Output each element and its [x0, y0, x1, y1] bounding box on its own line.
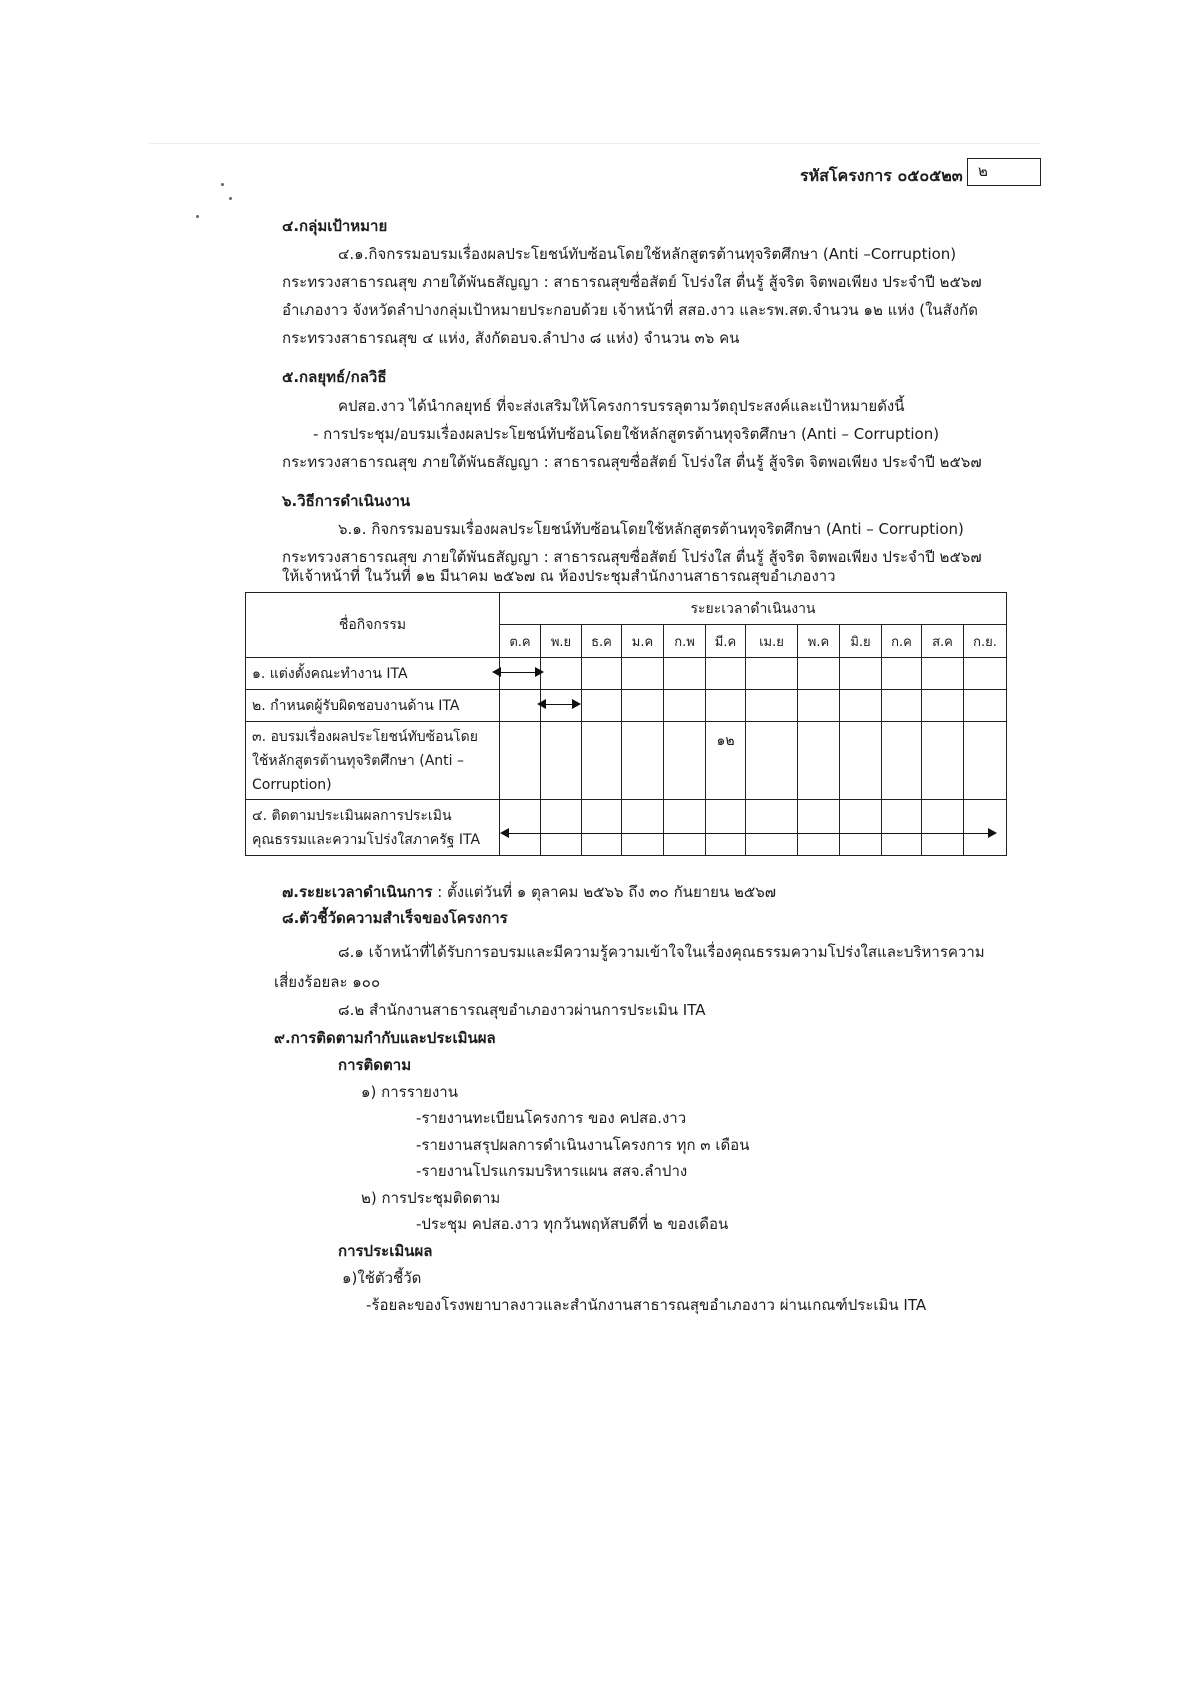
timeline-arrow: [494, 672, 542, 673]
section-8-line: ๘.๑ เจ้าหน้าที่ได้รับการอบรมและมีความรู้ความเข้าใจในเรื่องคุณธรรมความโปร่งใสและบริหารความ: [338, 943, 985, 961]
section-6-line: ๖.๑. กิจกรรมอบรมเรื่องผลประโยชน์ทับซ้อนโดยใช้หลักสูตรต้านทุจริตศึกษา (Anti – Corruption): [338, 520, 964, 538]
monitoring-subitem: -รายงานทะเบียนโครงการ ของ คปสอ.งาว: [416, 1109, 687, 1127]
project-code-label: รหัสโครงการ ๐๕๐๕๒๓: [800, 166, 963, 185]
month-header: เม.ย: [746, 625, 798, 658]
month-cell: [500, 800, 541, 856]
month-header: พ.ค: [798, 625, 840, 658]
monitoring-item: ๑) การรายงาน: [361, 1083, 458, 1101]
activity-name: ๑. แต่งตั้งคณะทำงาน ITA: [246, 658, 500, 690]
monitoring-heading: การติดตาม: [338, 1056, 412, 1074]
section-6-line: ให้เจ้าหน้าที่ ในวันที่ ๑๒ มีนาคม ๒๕๖๗ ณ ห้องประชุมสำนักงานสาธารณสุขอำเภองาว: [282, 567, 836, 585]
activity-name: ๓. อบรมเรื่องผลประโยชน์ทับซ้อนโดย ใช้หลักสูตรต้านทุจริตศึกษา (Anti – Corruption): [246, 722, 500, 800]
training-date-mark: ๑๒: [706, 722, 746, 800]
monitoring-item: ๒) การประชุมติดตาม: [361, 1189, 501, 1207]
timeline-arrow: [502, 833, 995, 834]
section-4-heading: ๔.กลุ่มเป้าหมาย: [282, 217, 388, 235]
schedule-row: [246, 658, 1007, 690]
section-9-heading: ๙.การติดตามกำกับและประเมินผล: [274, 1029, 496, 1047]
month-header: ธ.ค: [582, 625, 622, 658]
section-4-line: กระทรวงสาธารณสุข ๔ แห่ง, สังกัดอบจ.ลำปาง ๘ แห่ง) จำนวน ๓๖ คน: [282, 329, 740, 347]
schedule-table: [245, 592, 1007, 856]
section-4-line: ๔.๑.กิจกรรมอบรมเรื่องผลประโยชน์ทับซ้อนโดยใช้หลักสูตรต้านทุจริตศึกษา (Anti –Corruption): [338, 245, 957, 263]
month-cell: [541, 690, 582, 722]
section-4-line: อำเภองาว จังหวัดลำปางกลุ่มเป้าหมายประกอบด้วย เจ้าหน้าที่ สสอ.งาว และรพ.สต.จำนวน ๑๒ แห่ง (ในสังกัด: [282, 301, 978, 319]
period-header: ระยะเวลาดำเนินงาน: [500, 593, 1007, 625]
section-5-line: กระทรวงสาธารณสุข ภายใต้พันธสัญญา : สาธารณสุขซื่อสัตย์ โปร่งใส ตื่นรู้ สู้จริต จิตพอเพียง ประจำปี ๒๕๖๗: [282, 453, 982, 471]
month-header: พ.ย: [541, 625, 582, 658]
section-7-text: : ตั้งแต่วันที่ ๑ ตุลาคม ๒๕๖๖ ถึง ๓๐ กันยายน ๒๕๖๗: [432, 883, 777, 901]
month-header: มี.ค: [706, 625, 746, 658]
evaluation-subitem: -ร้อยละของโรงพยาบาลงาวและสำนักงานสาธารณสุขอำเภองาว ผ่านเกณฑ์ประเมิน ITA: [366, 1296, 927, 1314]
monitoring-subitem: -รายงานสรุปผลการดำเนินงานโครงการ ทุก ๓ เดือน: [416, 1136, 750, 1154]
monitoring-subitem: -รายงานโปรแกรมบริหารแผน สสจ.ลำปาง: [416, 1162, 688, 1180]
month-header: มิ.ย: [840, 625, 882, 658]
section-8-line: ๘.๒ สำนักงานสาธารณสุขอำเภองาวผ่านการประเมิน ITA: [338, 1001, 706, 1019]
scan-speck: [196, 215, 199, 218]
section-7: [282, 882, 776, 902]
section-7-label: ๗.ระยะเวลาดำเนินการ: [282, 883, 433, 901]
section-6-line: กระทรวงสาธารณสุข ภายใต้พันธสัญญา : สาธารณสุขซื่อสัตย์ โปร่งใส ตื่นรู้ สู้จริต จิตพอเพียง ประจำปี ๒๕๖๗: [282, 548, 982, 566]
activity-name: ๔. ติดตามประเมินผลการประเมิน คุณธรรมและความโปร่งใสภาครัฐ ITA: [246, 800, 500, 856]
section-6-heading: ๖.วิธีการดำเนินงาน: [282, 492, 411, 510]
month-header: ก.ย.: [964, 625, 1007, 658]
month-cell: [500, 658, 541, 690]
month-header: ก.พ: [664, 625, 706, 658]
section-8-heading: ๘.ตัวชี้วัดความสำเร็จของโครงการ: [282, 909, 508, 927]
scan-speck: [229, 197, 232, 200]
section-4-line: กระทรวงสาธารณสุข ภายใต้พันธสัญญา : สาธารณสุขซื่อสัตย์ โปร่งใส ตื่นรู้ สู้จริต จิตพอเพียง ประจำปี ๒๕๖๗: [282, 273, 982, 291]
month-header: ต.ค: [500, 625, 541, 658]
monitoring-subitem: -ประชุม คปสอ.งาว ทุกวันพฤหัสบดีที่ ๒ ของเดือน: [416, 1215, 729, 1233]
month-header: ส.ค: [922, 625, 964, 658]
scan-speck: [221, 183, 224, 186]
section-8-line: เสี่ยงร้อยละ ๑๐๐: [274, 973, 381, 991]
month-header: ก.ค: [882, 625, 922, 658]
evaluation-item: ๑)ใช้ตัวชี้วัด: [342, 1269, 422, 1287]
section-5-heading: ๕.กลยุทธ์/กลวิธี: [282, 368, 387, 386]
scan-edge: [150, 143, 1040, 144]
schedule-row: [246, 722, 1007, 800]
schedule-row: [246, 690, 1007, 722]
evaluation-heading: การประเมินผล: [338, 1242, 433, 1260]
page-number-box: ๒: [967, 158, 1041, 186]
timeline-arrow: [539, 704, 579, 705]
section-5-line: - การประชุม/อบรมเรื่องผลประโยชน์ทับซ้อนโดยใช้หลักสูตรต้านทุจริตศึกษา (Anti – Corruption): [313, 425, 940, 443]
month-header: ม.ค: [622, 625, 664, 658]
activity-name: ๒. กำหนดผู้รับผิดชอบงานด้าน ITA: [246, 690, 500, 722]
activity-column-header: ชื่อกิจกรรม: [246, 593, 500, 658]
section-5-line: คปสอ.งาว ได้นำกลยุทธ์ ที่จะส่งเสริมให้โครงการบรรลุตามวัตถุประสงค์และเป้าหมายดังนี้: [338, 397, 905, 415]
schedule-row: [246, 800, 1007, 856]
